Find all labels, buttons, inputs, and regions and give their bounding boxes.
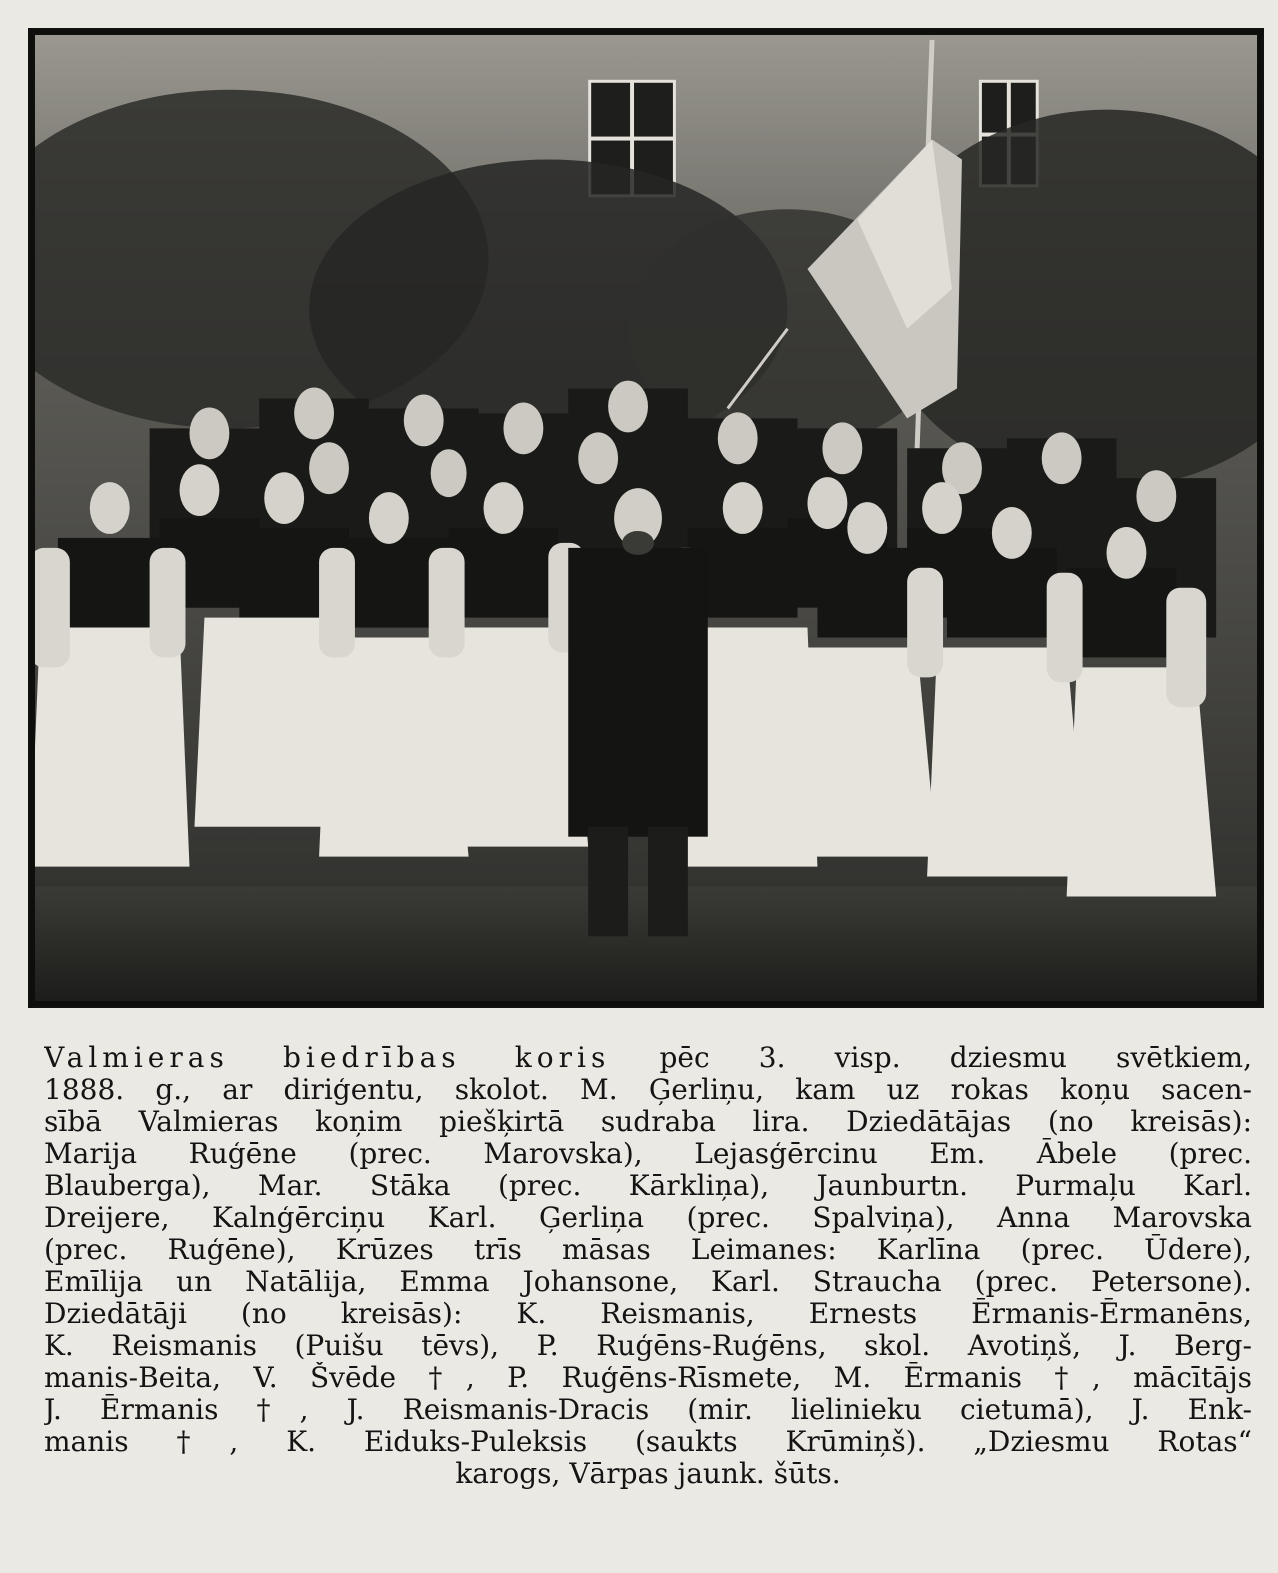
- caption-line: Dreijere, Kalnģērciņu Karl. Ģerliņa (prec. Spalviņa), Anna Marovska: [44, 1202, 1252, 1234]
- caption-line: K. Reismanis (Puišu tēvs), P. Ruģēns-Ruģēns, skol. Avotiņš, J. Berg-: [44, 1330, 1252, 1362]
- photo-caption: [44, 1042, 1252, 1490]
- caption-line: sībā Valmieras koņim piešķirtā sudraba lira. Dziedātājas (no kreisās):: [44, 1106, 1252, 1138]
- caption-title: Valmieras biedrības koris: [44, 1042, 611, 1074]
- caption-line: (prec. Ruģēne), Krūzes trīs māsas Leimanes: Karlīna (prec. Ūdere),: [44, 1234, 1252, 1266]
- caption-line: manis †, K. Eiduks-Puleksis (saukts Krūmiņš). „Dziesmu Rotas“: [44, 1426, 1252, 1458]
- caption-line-0-rest: pēc 3. visp. dziesmu svētkiem,: [610, 1042, 1252, 1074]
- caption-line: Blauberga), Mar. Stāka (prec. Kārkliņa), Jaunburtn. Purmaļu Karl.: [44, 1170, 1252, 1202]
- caption-line: Marija Ruģēne (prec. Marovska), Lejasģērcinu Em. Ābele (prec.: [44, 1138, 1252, 1170]
- choir-photograph: [28, 28, 1264, 1008]
- caption-line: Dziedātāji (no kreisās): K. Reismanis, Ernests Ērmanis-Ērmanēns,: [44, 1298, 1252, 1330]
- choir-photo-illustration: [30, 30, 1262, 1006]
- caption-line: [44, 1042, 1252, 1074]
- caption-line: J. Ērmanis †, J. Reismanis-Dracis (mir. lielinieku cietumā), J. Enk-: [44, 1394, 1252, 1426]
- caption-line: karogs, Vārpas jaunk. šūts.: [455, 1458, 841, 1490]
- caption-line: 1888. g., ar diriģentu, skolot. M. Ģerliņu, kam uz rokas koņu sacen-: [44, 1074, 1252, 1106]
- caption-line: Emīlija un Natālija, Emma Johansone, Karl. Straucha (prec. Petersone).: [44, 1266, 1252, 1298]
- caption-line: manis-Beita, V. Švēde †, P. Ruģēns-Rīsmete, M. Ērmanis †, mācītājs: [44, 1362, 1252, 1394]
